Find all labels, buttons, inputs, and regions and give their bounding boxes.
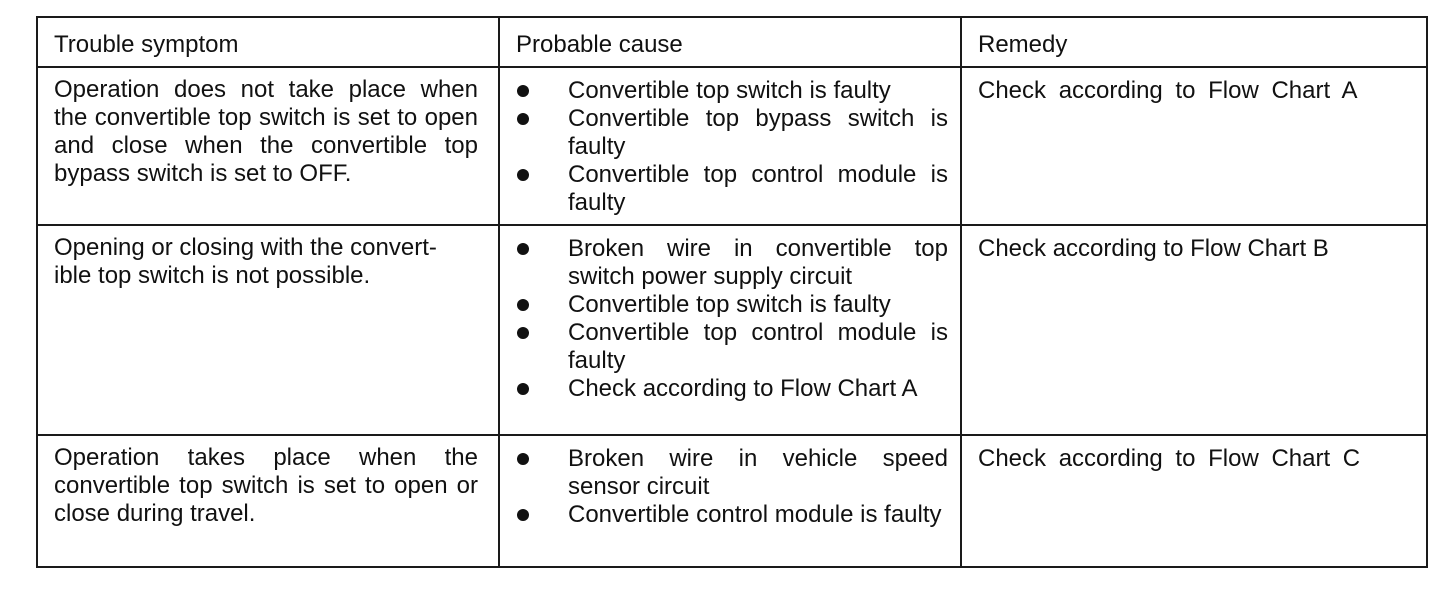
cause-item <box>514 501 948 529</box>
cause-item <box>514 375 948 403</box>
cause-text: Broken wire in vehicle speed sensor circuit <box>568 445 948 500</box>
cause-item <box>514 105 948 161</box>
table-row <box>37 67 1427 225</box>
symptom-cell: Operation does not take place when the convertible top switch is set to open and close when the convertible top bypass switch is set to OFF. <box>37 67 499 225</box>
header-trouble-symptom: Trouble symptom <box>37 17 499 67</box>
cause-text: Convertible top switch is faulty <box>568 77 891 104</box>
cause-list <box>514 77 948 217</box>
troubleshooting-table <box>36 16 1428 568</box>
cause-cell <box>499 67 961 225</box>
symptom-cell: Operation takes place when the convertible top switch is set to open or close during travel. <box>37 435 499 567</box>
header-probable-cause: Probable cause <box>499 17 961 67</box>
bullet-icon <box>514 105 568 133</box>
bullet-icon <box>514 319 568 347</box>
cause-item <box>514 445 948 501</box>
cause-list <box>514 235 948 403</box>
cause-text: Convertible top bypass switch is faulty <box>568 105 948 160</box>
cause-item <box>514 291 948 319</box>
bullet-icon <box>514 235 568 263</box>
cause-item <box>514 77 948 105</box>
table-header-row <box>37 17 1427 67</box>
cause-text: Convertible top control module is faulty <box>568 161 948 216</box>
header-remedy: Remedy <box>961 17 1427 67</box>
table-row <box>37 225 1427 435</box>
bullet-icon <box>514 501 568 529</box>
remedy-cell: Check according to Flow Chart C <box>961 435 1427 567</box>
cause-text: Check according to Flow Chart A <box>568 375 918 402</box>
remedy-cell: Check according to Flow Chart A <box>961 67 1427 225</box>
remedy-cell: Check according to Flow Chart B <box>961 225 1427 435</box>
bullet-icon <box>514 445 568 473</box>
cause-cell <box>499 435 961 567</box>
cause-item <box>514 319 948 375</box>
bullet-icon <box>514 161 568 189</box>
cause-list <box>514 445 948 529</box>
table-row <box>37 435 1427 567</box>
cause-item <box>514 161 948 217</box>
cause-cell <box>499 225 961 435</box>
cause-item <box>514 235 948 291</box>
bullet-icon <box>514 375 568 403</box>
bullet-icon <box>514 291 568 319</box>
cause-text: Convertible top control module is faulty <box>568 319 948 374</box>
symptom-cell: Opening or closing with the convert- ible top switch is not possible. <box>37 225 499 435</box>
bullet-icon <box>514 77 568 105</box>
troubleshooting-table-container <box>36 16 1428 568</box>
cause-text: Broken wire in convertible top switch power supply circuit <box>568 235 948 290</box>
cause-text: Convertible top switch is faulty <box>568 291 891 318</box>
cause-text: Convertible control module is faulty <box>568 501 942 528</box>
